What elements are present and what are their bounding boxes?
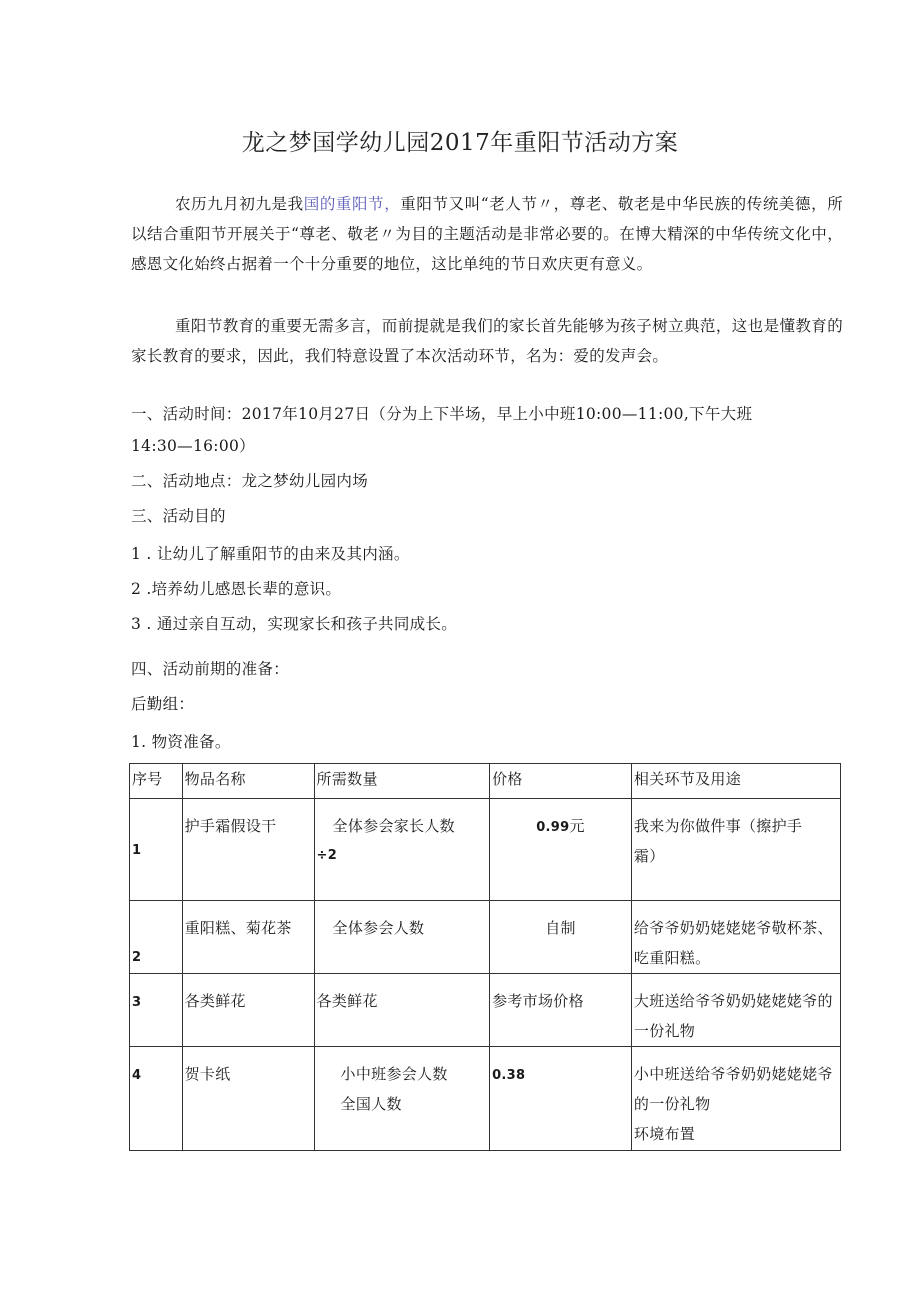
section-prep: 四、活动前期的准备： [131, 660, 290, 678]
header-use: 相关环节及用途 [631, 764, 840, 799]
table-row [130, 974, 841, 1047]
row2-use: 给爷爷奶奶姥姥姥爷敬杯茶、 吃重阳糕。 [631, 901, 840, 974]
table-header-row [130, 764, 841, 799]
row2-name: 重阳糕、菊花茶 [182, 901, 314, 974]
row3-no: 3 [130, 974, 183, 1047]
header-qty: 所需数量 [314, 764, 490, 799]
row2-no: 2 [130, 901, 183, 974]
row1-use: 我来为你做件事（擦护手 霜） [631, 799, 840, 901]
section-goal: 三、活动目的 [131, 507, 226, 525]
header-price: 价格 [490, 764, 632, 799]
intro-text-b: 重阳节又叫“老人节〃，尊老、敬老是中华民族的传统美德，所以结合重阳节开展关于“尊老、敬老〃为目的主题活动是非常必要的。在博大精深的中华传统文化中，感恩文化始终占据着一个十分重要的地位，这比单纯的节日欢庆更有意义。 [131, 195, 843, 273]
goal-item-2: 2 .培养幼儿感恩长辈的意识。 [131, 580, 342, 598]
row3-price: 参考市场价格 [490, 974, 632, 1047]
header-no: 序号 [130, 764, 183, 799]
table-row [130, 901, 841, 974]
table-row [130, 1047, 841, 1151]
section-time-line-1: 一、活动时间：2017年10月27日（分为上下半场，早上小中班10:00—11:00,下午大班 [131, 405, 753, 423]
row1-qty: 全体参会家长人数 ÷2 [314, 799, 490, 901]
goal-item-3: 3 . 通过亲自互动，实现家长和孩子共同成长。 [131, 615, 458, 633]
row2-price: 自制 [490, 901, 632, 974]
section-time-line-2: 14:30—16:00） [131, 437, 255, 455]
table-row [130, 799, 841, 901]
goal-item-1: 1 . 让幼儿了解重阳节的由来及其内涵。 [131, 545, 410, 563]
section-place: 二、活动地点：龙之梦幼儿园内场 [131, 472, 369, 490]
row3-use: 大班送给爷爷奶奶姥姥姥爷的 一份礼物 [631, 974, 840, 1047]
section-group: 后勤组： [131, 695, 195, 713]
intro-paragraph-1 [131, 189, 843, 279]
row4-no: 4 [130, 1047, 183, 1151]
materials-table [129, 763, 841, 1151]
row3-qty: 各类鲜花 [314, 974, 490, 1047]
row2-qty: 全体参会人数 [314, 901, 490, 974]
row4-qty: 小中班参会人数 全国人数 [314, 1047, 490, 1151]
row3-name: 各类鲜花 [182, 974, 314, 1047]
row1-name: 护手霜假设干 [182, 799, 314, 901]
section-materials: 1. 物资准备。 [131, 733, 231, 751]
row4-name: 贺卡纸 [182, 1047, 314, 1151]
row1-price: 0.99元 [490, 799, 632, 901]
row1-no: 1 [130, 799, 183, 901]
intro-text-a: 农历九月初九是我 [175, 195, 304, 213]
intro-link-text[interactable]: 国的重阳节， [303, 195, 401, 213]
document-title: 龙之梦国学幼儿园2017年重阳节活动方案 [241, 130, 679, 156]
intro-paragraph-2: 重阳节教育的重要无需多言，而前提就是我们的家长首先能够为孩子树立典范，这也是懂教育的家长教育的要求，因此，我们特意设置了本次活动环节，名为：爱的发声会。 [131, 317, 843, 365]
row4-use: 小中班送给爷爷奶奶姥姥姥爷 的一份礼物 环境布置 [631, 1047, 840, 1151]
header-name: 物品名称 [182, 764, 314, 799]
row4-price: 0.38 [490, 1047, 632, 1151]
